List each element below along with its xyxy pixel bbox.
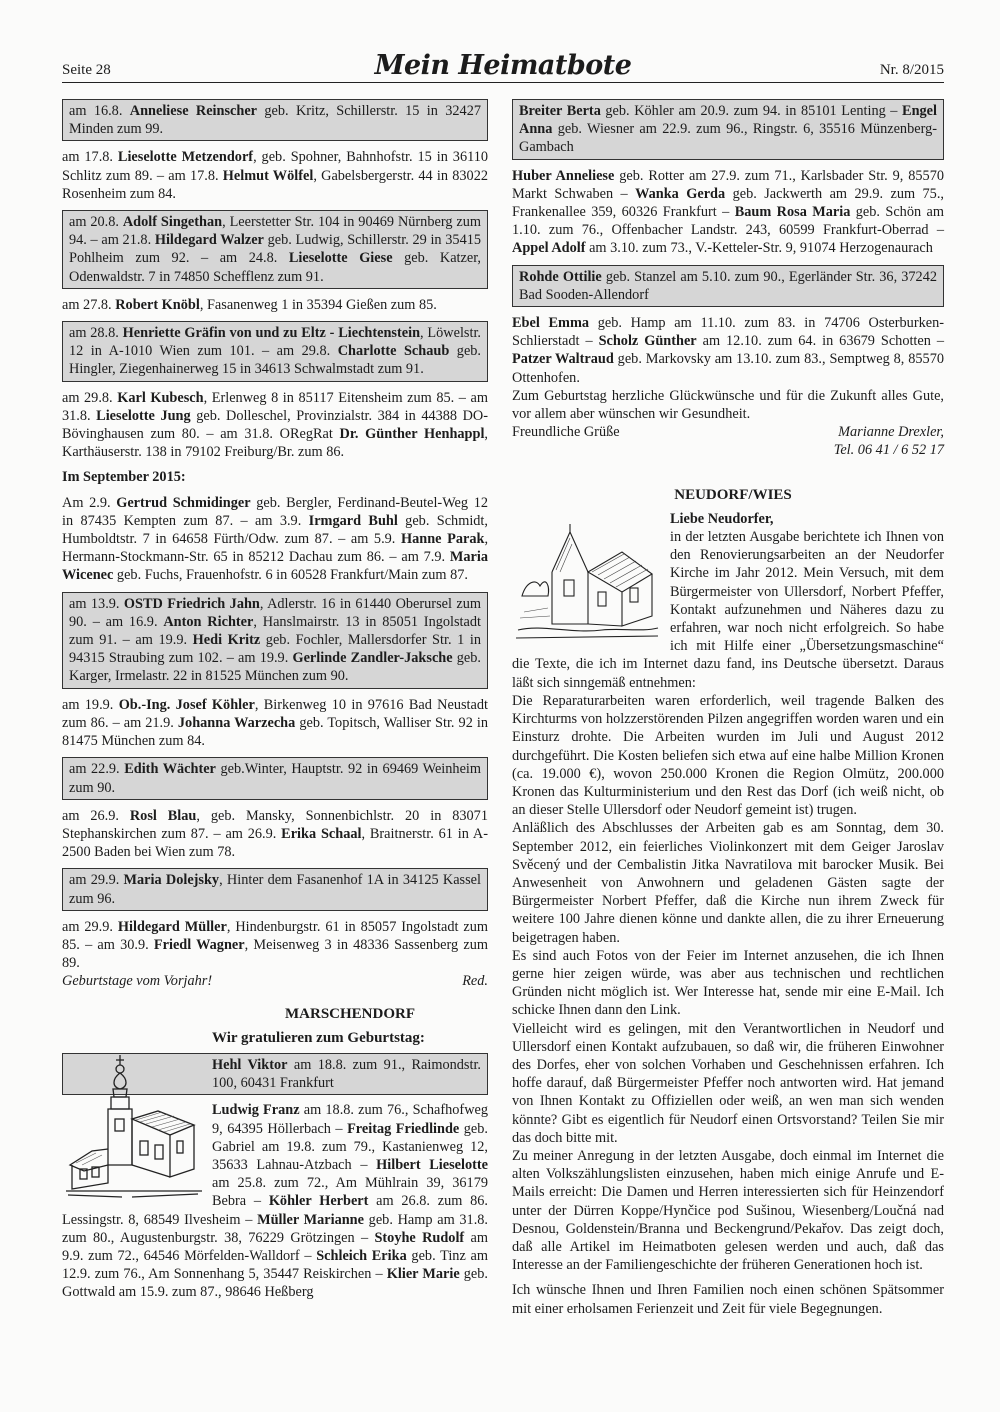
note-signature: Red.: [462, 973, 488, 990]
signer-phone: Tel. 06 41 / 6 52 17: [833, 442, 944, 459]
birthday-paragraph: Am 2.9. Gertrud Schmidinger geb. Bergler, Ferdinand-Beutel-Weg 12 in 87435 Kempten zum 87. – am 3.9. Irmgard Buhl geb. Schmidt, Humboldtstr. 7 in 64658 Fürth/Odw. zum 87. – am 5.9. Hanne Parak, Hermann-Stockmann-Str. 65 in 85212 Dachau zum 86. – am 7.9. Maria Wicenec geb. Fuchs, Frauenhofstr. 6 in 60528 Frankfurt/Main zum 87.: [62, 494, 489, 584]
birthday-box: am 28.8. Henriette Gräfin von und zu Eltz - Liechtenstein, Löwelstr. 12 in A-1010 Wien zum 101. – am 29.8. Charlotte Schaub geb. Hingler, Ziegenhainerweg 15 in 34613 Schwalmstadt zum 91.: [62, 321, 488, 382]
birthday-paragraph: Ludwig Franz am 18.8. zum 76., Schafhofweg 9, 64395 Höllerbach – Freitag Friedlinde geb. Gabriel am 19.8. zum 79., Kastanienweg 12, 35633 Lahnau-Atzbach – Hilbert Lieselotte am 25.8. zum 72., Am Mühlrain 39, 36179 Bebra – Köhler Herbert am 26.8. zum 86. Lessingstr. 8, 68549 Ilvesheim – Müller Marianne geb. Hamp am 31.8. zum 80., Augustenburgstr. 38, 76229 Grötzingen – Stoyhe Rudolf am 9.9. zum 72., 64546 Mörfelden-Walldorf – Schleich Erika geb. Tinz am 12.9. zum 76., Am Sonnenhang 5, 35447 Reiskirchen – Klier Marie geb. Gottwald am 15.9. zum 87., 98646 Heßberg: [62, 1102, 489, 1301]
issue-number: Nr. 8/2015: [879, 62, 944, 78]
left-column: [62, 99, 488, 1309]
note-text: Geburtstage vom Vorjahr!: [62, 973, 213, 990]
article-paragraph: Die Reparaturarbeiten waren erforderlich, weil tragende Balken des Kirchturms von holzzerstörenden Pilzen angegriffen worden waren und ein Einsturz drohte. Die Arbeiten wurden im Juli und August 2012 durchgeführt. Die Kosten beliefen sich etwa auf eine halbe Million Kronen (ca. 19.000 €), wovon 250.000 Kronen die Region Olmütz, 200.000 Kronen das Kulturministerium und den Rest das Dorf (ich weiß nicht, ob an dieser Stelle Ullersdorf oder Neudorf gemeint ist) trugen.: [512, 692, 944, 819]
birthday-paragraph: am 29.8. Karl Kubesch, Erlenweg 8 in 85117 Eitensheim zum 85. – am 31.8. Lieselotte Jung geb. Dolleschel, Provinzialstr. 384 in 44388 DO-Bövinghausen zum 80. – am 31.8. ORegRat Dr. Günther Henhappl, Karthäuserstr. 138 in 79102 Freiburg/Br. zum 86.: [62, 389, 489, 461]
header-rule: [62, 82, 944, 83]
birthday-box: am 13.9. OSTD Friedrich Jahn, Adlerstr. 16 in 61440 Oberursel zum 90. – am 16.9. Anton Richter, Hanslmairstr. 13 in 85051 Ingolstadt zum 91. – am 19.9. Hedi Kritz geb. Fochler, Mallersdorfer Str. 1 in 94315 Straubing zum 102. – am 19.9. Gerlinde Zandler-Jaksche geb. Karger, Irmelastr. 22 in 81525 München zum 90.: [62, 592, 488, 689]
birthday-box: Hehl Viktor am 18.8. zum 91., Raimondstr. 100, 60431 Frankfurt: [62, 1053, 488, 1095]
signer-name: Marianne Drexler,: [838, 424, 944, 441]
birthday-paragraph: am 27.8. Robert Knöbl, Fasanenweg 1 in 35394 Gießen zum 85.: [62, 296, 437, 313]
church-drawing-icon: [62, 1053, 208, 1203]
birthday-paragraph: am 29.9. Hildegard Müller, Hindenburgstr. 61 in 85057 Ingolstadt zum 85. – am 30.9. Friedl Wagner, Meisenweg 3 in 48336 Sassenberg zum 89.: [62, 918, 488, 972]
article-paragraph: Vielleicht wird es gelingen, mit den Verantwortlichen in Neudorf und Ullersdorf einen Kontakt aufzubauen, so daß wir, die früheren Einwohner des Dorfes, eher von solchen Vorhaben und Geschehnissen erfahren. Ich hoffe darauf, daß Bürgermeister Pfeffer noch antworten wird. Hat jemand von Ihnen Kontakt zu Offiziellen oder weiß, an wen man sich wenden könnte? Gibt es eigentlich für Neudorf einen Ortsvorstand? Teilen Sie mir das doch bitte mit.: [512, 1020, 944, 1146]
birthday-paragraph: am 19.9. Ob.-Ing. Josef Köhler, Birkenweg 10 in 97616 Bad Neustadt zum 86. – am 21.9. Johanna Warzecha geb. Topitsch, Walliser Str. 92 in 81475 München zum 84.: [62, 696, 488, 750]
birthday-box: am 22.9. Edith Wächter geb.Winter, Hauptstr. 92 in 69469 Weinheim zum 90.: [62, 757, 488, 799]
page-header: [62, 50, 944, 84]
birthday-box: am 16.8. Anneliese Reinscher geb. Kritz, Schillerstr. 15 in 32427 Minden zum 99.: [62, 99, 488, 141]
birthday-paragraph: Ebel Emma geb. Hamp am 11.10. zum 83. in 74706 Osterburken-Schlierstadt – Scholz Günther am 12.10. zum 64. in 63679 Schotten – Patzer Waltraud geb. Markovsky am 13.10. zum 83., Semptweg 8, 85570 Ottenhofen.: [512, 315, 944, 386]
masthead-title: Mein Heimatbote: [374, 50, 632, 81]
section-subtitle: Wir gratulieren zum Geburtstag:: [212, 1029, 425, 1046]
birthday-paragraph: am 17.8. Lieselotte Metzendorf, geb. Spohner, Bahnhofstr. 15 in 36110 Schlitz zum 89. – am 17.8. Helmut Wölfel, Gabelsbergerstr. 44 in 83022 Rosenheim zum 84.: [62, 149, 489, 202]
closing-text: Freundliche Grüße: [512, 424, 620, 441]
greeting: Liebe Neudorfer,: [670, 510, 774, 527]
section-title: MARSCHENDORF: [285, 1005, 415, 1022]
village-church-illustration: [512, 512, 662, 642]
birthday-box: am 20.8. Adolf Singethan, Leerstetter Str. 104 in 90469 Nürnberg zum 94. – am 21.8. Hildegard Walzer geb. Ludwig, Schillerstr. 29 in 35415 Pohlheim zum 92. – am 24.8. Lieselotte Giese geb. Katzer, Odenwaldstr. 7 in 74850 Schefflenz zum 91.: [62, 210, 488, 289]
article-paragraph: in der letzten Ausgabe berichtete ich Ihnen von den Renovierungsarbeiten an der Neudorfer Kirche im Jahr 2012. Mein Versuch, mit dem Bürgermeister von Ullersdorf, Norbert Pfeffer, Kontakt aufzunehmen und Näheres dazu zu erfahren, war noch nicht erfolgreich. So habe ich mit Hilfe einer „Übersetzungsmaschine“ die Texte, die ich im Internet dazu fand, ins Deutsche übersetzt. Daraus läßt sich sinngemäß entnehmen:: [512, 529, 944, 691]
birthday-paragraph: am 26.9. Rosl Blau, geb. Mansky, Sonnenbichlstr. 20 in 83071 Stephanskirchen zum 87. – am 26.9. Erika Schaal, Braitnerstr. 61 in A-2500 Baden bei Wien zum 78.: [62, 807, 489, 861]
month-heading: Im September 2015:: [62, 469, 186, 486]
marschendorf-header: [62, 1005, 488, 1047]
chapel-drawing-icon: [512, 512, 662, 642]
right-column: [512, 99, 944, 1325]
article-paragraph: Ich wünsche Ihnen und Ihren Familien noch einen schönen Spätsommer mit einer erholsamen Ferienzeit und Zeit für viele Begegnungen.: [512, 1282, 944, 1317]
page-number: Seite 28: [62, 62, 111, 78]
article-paragraph: Es sind auch Fotos von der Feier im Internet anzusehen, die ich Ihnen gerne hier zeigen würde, was aber aus technischen und rechtlichen Gründen nicht möglich ist. Wer Interesse hat, sende mir eine E-Mail. Ich schicke Ihnen dann den Link.: [512, 947, 944, 1019]
article-paragraph: Zu meiner Anregung in der letzten Ausgabe, doch einmal im Internet die alten Volkszählungslisten einzusehen, haben mich einige Anrufe und E-Mails erreicht: Die Damen und Herren interessierten sich für Heinzendorf unter der Dürren Koppe/Hynčice pod Sušinou, Wiesenberg/Loučná nad Desnou, Goldenstein/Branna und Beckengrund/Pekařov. Das zeigt doch, daß alle Artikel im Heimatboten gelesen werden und auch, daß das Interesse an der Familiengeschichte der früheren Generationen hoch ist.: [512, 1147, 944, 1274]
section-title: NEUDORF/WIES: [674, 486, 792, 503]
wishes-paragraph: Zum Geburtstag herzliche Glückwünsche und für die Zukunft alles Gute, vor allem aber wünschen wir Gesundheit.: [512, 387, 944, 423]
note-line: [62, 972, 488, 990]
birthday-paragraph: Huber Anneliese geb. Rotter am 27.9. zum 71., Karlsbader Str. 9, 85570 Markt Schwaben – Wanka Gerda geb. Jackwerth am 29.9. zum 75., Frankenallee 359, 60326 Frankfurt – Baum Rosa Maria geb. Schön am 1.10. zum 76., Offenbacher Landstr. 243, 60599 Frankfurt-Oberrad – Appel Adolf am 3.10. zum 73., V.-Ketteler-Str. 9, 91074 Herzogenaurach: [512, 167, 945, 257]
article-paragraph: Anläßlich des Abschlusses der Arbeiten gab es am Sonntag, dem 30. September 2012, ein feierliches Violinkonzert mit dem Geiger Jaroslav Svěcený und der Cembalistin Jitka Navratilova mit barocker Musik. Bei Anwesenheit von Anwohnern und geladenen Gästen sagte der Bürgermeister Norbert Pfeffer, daß die Kirche nun ihrem Zweck für weitere 100 Jahre dienen könne und dankte allen, die zu ihrer Erneuerung beigetragen haben.: [512, 820, 944, 946]
closing-line: [512, 423, 944, 441]
birthday-box: Breiter Berta geb. Köhler am 20.9. zum 94. in 85101 Lenting – Engel Anna geb. Wiesner am 22.9. zum 96., Ringstr. 6, 35516 Münzenberg-Gambach: [512, 99, 944, 160]
church-illustration: [62, 1053, 208, 1203]
birthday-box: am 29.9. Maria Dolejsky, Hinter dem Fasanenhof 1A in 34125 Kassel zum 96.: [62, 868, 488, 910]
birthday-box: Rohde Ottilie geb. Stanzel am 5.10. zum 90., Egerländer Str. 36, 37242 Bad Sooden-Allendorf: [512, 265, 944, 307]
